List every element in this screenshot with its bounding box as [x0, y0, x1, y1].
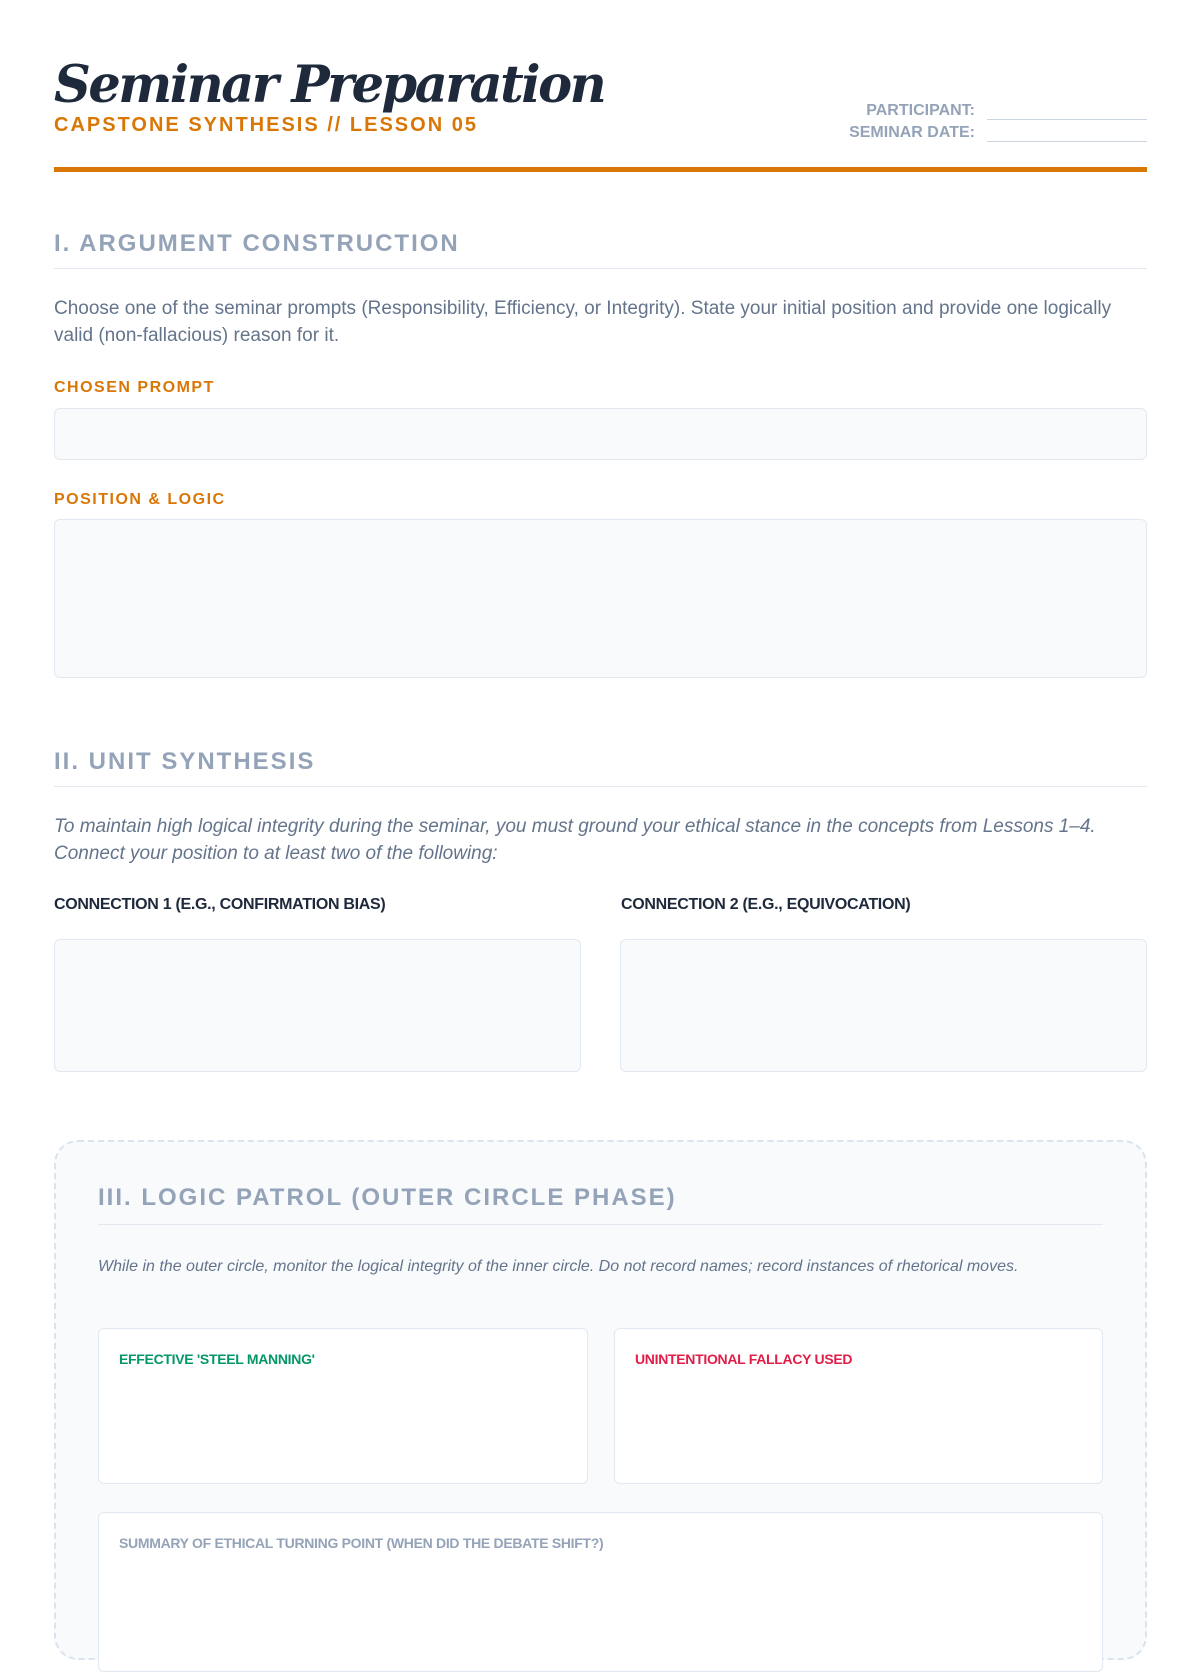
logic-patrol-panel: [54, 1140, 1147, 1660]
section-unit-synthesis-title: II. UNIT SYNTHESIS: [54, 748, 316, 775]
fallacy-card[interactable]: [614, 1328, 1103, 1484]
chosen-prompt-field[interactable]: [54, 408, 1147, 460]
section-argument-instructions: Choose one of the seminar prompts (Responsibility, Efficiency, or Integrity). State your initial position and provide one logically valid (non-fallacious) reason for it.: [54, 298, 1112, 346]
section-logic-patrol-title: III. LOGIC PATROL (OUTER CIRCLE PHASE): [98, 1184, 677, 1211]
connection-1-label: CONNECTION 1 (E.G., CONFIRMATION BIAS): [54, 896, 386, 913]
section-logic-patrol-instructions: While in the outer circle, monitor the logical integrity of the inner circle. Do not record names; record instances of rhetorical moves.: [98, 1258, 1019, 1275]
steel-manning-card[interactable]: [98, 1328, 588, 1484]
section-divider: [98, 1224, 1103, 1225]
position-logic-field[interactable]: [54, 519, 1147, 678]
participant-field[interactable]: [987, 103, 1147, 120]
position-logic-label: POSITION & LOGIC: [54, 491, 226, 508]
connection-1-field[interactable]: [54, 939, 581, 1072]
fallacy-label: UNINTENTIONAL FALLACY USED: [635, 1351, 853, 1367]
section-synthesis-instructions: To maintain high logical integrity during the seminar, you must ground your ethical stance in the concepts from Lessons 1–4. Connect your position to at least two of the following:: [54, 816, 1096, 864]
seminar-date-field[interactable]: [987, 125, 1147, 142]
page-title: Seminar Preparation: [54, 55, 605, 115]
turning-point-card[interactable]: [98, 1512, 1103, 1672]
section-divider: [54, 786, 1147, 787]
header-divider: [54, 167, 1147, 172]
seminar-date-label: SEMINAR DATE:: [849, 124, 975, 141]
connection-2-field[interactable]: [620, 939, 1147, 1072]
section-argument-construction-title: I. ARGUMENT CONSTRUCTION: [54, 230, 460, 257]
turning-point-label: SUMMARY OF ETHICAL TURNING POINT (WHEN DID THE DEBATE SHIFT?): [119, 1535, 604, 1551]
seminar-date-row: [727, 120, 1147, 142]
connection-2-label: CONNECTION 2 (E.G., EQUIVOCATION): [621, 896, 911, 913]
header-meta: [727, 98, 1147, 142]
participant-row: [727, 98, 1147, 120]
participant-label: PARTICIPANT:: [866, 102, 975, 119]
section-divider: [54, 268, 1147, 269]
page-subtitle: CAPSTONE SYNTHESIS // LESSON 05: [54, 114, 478, 136]
steel-manning-label: EFFECTIVE 'STEEL MANNING': [119, 1351, 315, 1367]
chosen-prompt-label: CHOSEN PROMPT: [54, 379, 215, 396]
